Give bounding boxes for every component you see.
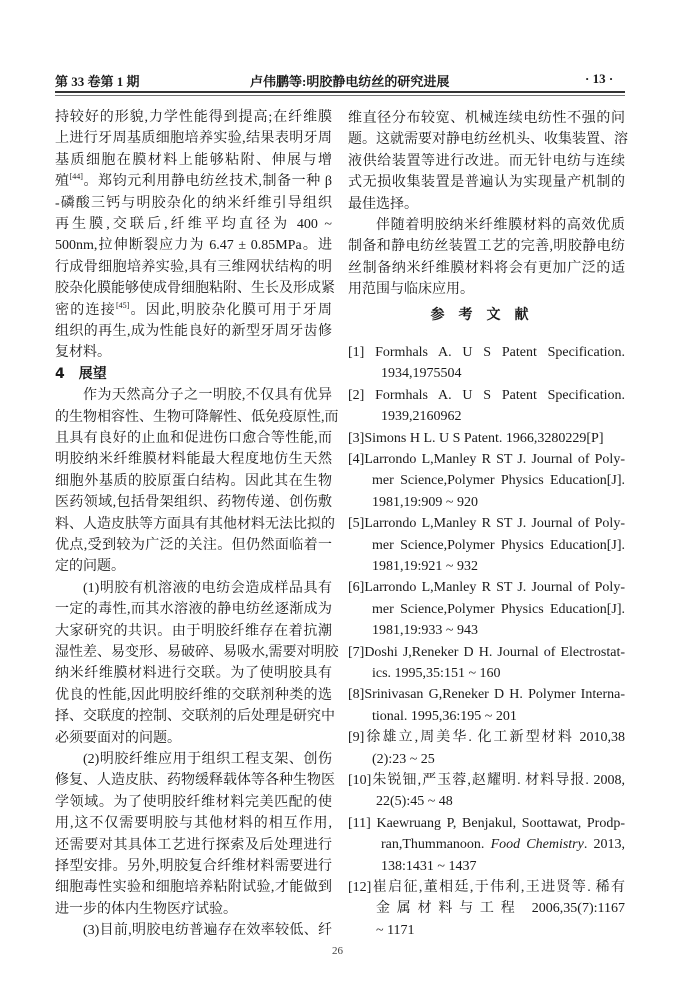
reference-line [372, 706, 625, 727]
text-run: (2):23 ~ 25 [372, 751, 435, 767]
text-run: 还需要对其具体工艺进行探索及后处理进行 [55, 837, 332, 853]
reference-line [376, 920, 625, 941]
text-run: 用范围与临床应用。 [348, 282, 474, 298]
text-run: 且具有良好的止血和促进伤口愈合等性能,而 [55, 431, 332, 446]
text-run: [3]Simons H L. U S Patent. 1966,3280229[P] [348, 430, 604, 446]
text-run: 定的问题。 [55, 559, 125, 575]
text-line [55, 235, 332, 256]
running-title: 卢伟鹏等:明胶静电纺丝的研究进展 [250, 74, 450, 89]
header-rule-thin [55, 95, 625, 96]
text-run: 一定的毒性,而其水溶液的静电纺丝逐渐成为 [55, 602, 332, 618]
reference-line [381, 363, 625, 384]
text-run: 制备和静电纺丝装置工艺的完善,明胶静电纺 [348, 239, 625, 255]
reference-line [348, 770, 625, 791]
text-run: ics. 1995,35:151 ~ 160 [372, 666, 501, 681]
reference-line [376, 791, 625, 812]
reference-line [381, 856, 625, 877]
text-run: 液供给装置等进行改进。而无针电纺与连续 [348, 153, 625, 169]
text-run: [7]Doshi J,Reneker D H. Journal of Electrostat- [348, 644, 625, 660]
text-run: 1981,19:909 ~ 920 [372, 494, 478, 510]
text-run: tional. 1995,36:195 ~ 201 [372, 708, 517, 724]
text-run: 进一步的体内生物医疗试验。 [55, 901, 237, 917]
text-run: 1981,19:921 ~ 932 [372, 559, 478, 574]
text-line [55, 471, 332, 492]
text-line [55, 107, 332, 128]
text-line [55, 835, 332, 856]
text-line [55, 407, 339, 428]
reference-line [372, 749, 625, 770]
text-run: [4]Larrondo L,Manley R ST J. Journal of Poly- [348, 452, 625, 467]
text-line [55, 813, 332, 834]
reference-line [372, 556, 625, 577]
text-line [348, 258, 625, 279]
text-line [55, 685, 332, 706]
reference-line [381, 406, 625, 427]
journal-name: Food Chemistry [490, 837, 584, 853]
text-line [55, 449, 332, 470]
text-run: [11] Kaewruang P, Benjakul, Soottawat, Prodp- [348, 815, 625, 831]
text-run: 。因此,明胶杂化膜可用于牙周 [129, 302, 333, 318]
reference-line [348, 577, 625, 598]
text-line [55, 492, 332, 513]
reference-line [376, 898, 625, 919]
text-line [55, 321, 332, 342]
text-run: 择型安排。另外,明胶复合纤维材料需要进行 [55, 859, 332, 874]
reference-line [348, 342, 625, 363]
text-line [55, 770, 335, 791]
text-run: 138:1431 ~ 1437 [381, 858, 477, 874]
text-run: 1934,1975504 [381, 366, 462, 382]
text-run: 湿性差、易变形、易破碎、易吸水,需要对明胶 [55, 645, 339, 660]
text-run: (3)目前,明胶电纺普遍存在效率较低、纤 [83, 923, 332, 939]
text-line [55, 193, 332, 214]
section-heading [55, 364, 332, 385]
text-run: 持较好的形貌,力学性能得到提高;在纤维膜 [55, 110, 332, 125]
text-line [55, 642, 339, 663]
citation-mark: [45] [115, 300, 130, 310]
text-line [348, 279, 625, 300]
text-run: 用,这不仅需要明胶与其他材料的相互作用, [55, 816, 332, 832]
text-run: -磷酸三钙与明胶杂化的纳米纤维引导组织 [55, 195, 332, 211]
text-line [348, 108, 625, 129]
text-run: 复材料。 [55, 345, 111, 361]
reference-line [381, 834, 625, 855]
text-line [55, 257, 332, 278]
reference-line [372, 535, 625, 556]
text-run: 修复、人造皮肤、药物缓释载体等各种生物医 [55, 773, 335, 789]
text-run: 作为天然高分子之一明胶,不仅具有优异 [83, 388, 332, 404]
page-number: 26 [332, 945, 343, 957]
text-line [55, 728, 332, 749]
page-label: · 13 · [585, 71, 614, 86]
reference-line [372, 620, 625, 641]
text-line [348, 129, 628, 150]
text-run: 再生膜,交联后,纤维平均直径为 400 ~ [55, 217, 332, 232]
reference-line [348, 449, 625, 470]
reference-line [348, 727, 625, 748]
citation-mark: [44] [69, 172, 83, 182]
text-run: 伴随着明胶纳米纤维膜材料的高效优质 [376, 218, 625, 233]
text-line [55, 663, 332, 684]
journal-issue: 第 33 卷第 1 期 [55, 74, 140, 89]
text-line [55, 856, 332, 877]
text-run: [1] Formhals A. U S Patent Specification. [348, 345, 625, 360]
text-run: 优良的性能,因此明胶纤维的交联剂种类的选 [55, 687, 332, 703]
text-run: mer Science,Polymer Physics Education[J]. [372, 537, 625, 553]
text-line [55, 128, 332, 149]
text-line [55, 899, 332, 920]
text-run: [8]Srinivasan G,Reneker D H. Polymer Interna- [348, 687, 625, 703]
text-line [55, 150, 332, 171]
reference-line [372, 492, 625, 513]
text-run: (2)明胶纤维应用于组织工程支架、创伤 [83, 752, 332, 767]
reference-line [348, 428, 625, 449]
text-line [55, 706, 335, 727]
text-line [55, 171, 332, 192]
reference-line [372, 599, 625, 620]
text-line [348, 215, 625, 236]
text-run: 1939,2160962 [381, 409, 462, 425]
text-line [55, 556, 332, 577]
text-line [55, 385, 332, 406]
references-heading: 参考文献 [430, 307, 543, 323]
text-line [55, 578, 332, 599]
text-run: 胶杂化膜能够使成骨细胞粘附、生长及形成紧 [55, 281, 335, 297]
text-run: 1981,19:933 ~ 943 [372, 623, 478, 639]
text-run: 学领域。为了使明胶纤维材料完美匹配的使 [55, 794, 332, 810]
text-run: [5]Larrondo L,Manley R ST J. Journal of Poly- [348, 516, 625, 532]
text-run: 优点,受到较为广泛的关注。但仍然面临着一 [55, 538, 332, 553]
header-rule [55, 91, 625, 93]
text-line [55, 877, 332, 898]
text-line [55, 278, 335, 299]
text-run: 丝制备纳米纤维膜材料将会有更加广泛的适 [348, 260, 625, 276]
reference-line [348, 684, 625, 705]
text-run: 医药领域,包括骨架组织、药物传递、创伤敷 [55, 495, 332, 511]
text-line [55, 621, 332, 642]
text-run: ran,Thummanoon. [381, 837, 491, 853]
text-run: 密的连接 [55, 302, 116, 318]
text-line [55, 342, 332, 363]
text-run: 4 展望 [55, 365, 107, 382]
text-run: ~ 1171 [376, 922, 415, 938]
text-run: 择、交联度的控制、交联剂的后处理是研究中 [55, 709, 335, 725]
reference-line [348, 385, 625, 406]
reference-line [372, 470, 625, 491]
text-run: 细胞毒性实验和细胞培养粘附试验,才能做到 [55, 880, 332, 896]
text-run: 维直径分布较宽、机械连续电纺性不强的问 [348, 111, 625, 126]
text-run: 纳米纤维膜材料进行交联。为了使明胶具有 [55, 666, 332, 682]
text-run: [2] Formhals A. U S Patent Specification. [348, 387, 625, 403]
reference-line [348, 877, 625, 898]
text-line [55, 535, 332, 556]
text-run: 基质细胞在膜材料上能够粘附、伸展与增 [55, 152, 332, 168]
text-line [348, 172, 625, 193]
text-run: . 2013, [583, 837, 625, 853]
text-run: [9]徐雄立,周美华. 化工新型材料 2010,38 [348, 730, 625, 746]
text-line [55, 792, 332, 813]
reference-line [348, 813, 625, 834]
text-run: 殖 [55, 174, 70, 190]
text-run: 。郑钧元利用静电纺丝技术,制备一种 β [82, 174, 332, 190]
text-run: 22(5):45 ~ 48 [376, 794, 453, 810]
text-run: [12]崔启征,董相廷,于伟利,王进贤等. 稀有 [348, 880, 625, 895]
text-line [348, 236, 625, 257]
text-line [55, 514, 335, 535]
text-line [55, 300, 332, 321]
text-line [55, 428, 332, 449]
text-run: 题。这就需要对静电纺丝机头、收集装置、溶 [348, 132, 628, 148]
text-run: [10]朱锐钿,严玉蓉,赵耀明. 材料导报. 2008, [348, 773, 625, 788]
text-run: mer Science,Polymer Physics Education[J]. [372, 473, 625, 489]
reference-line [348, 642, 625, 663]
text-run: 的生物相容性、生物可降解性、低免疫原性,而 [55, 409, 339, 425]
text-run: [6]Larrondo L,Manley R ST J. Journal of Poly- [348, 580, 625, 596]
reference-line [372, 663, 625, 684]
text-line [55, 749, 332, 770]
text-line [55, 599, 332, 620]
text-run: (1)明胶有机溶液的电纺会造成样品具有 [83, 580, 332, 596]
text-run: 明胶纳米纤维膜材料能最大程度地仿生天然 [55, 452, 332, 468]
text-run: 金属材料与工程 2006,35(7):1167 [376, 901, 625, 917]
text-run: mer Science,Polymer Physics Education[J]. [372, 601, 625, 617]
text-run: 细胞外基质的胶原蛋白结构。因此其在生物 [55, 473, 332, 489]
text-run: 必须要面对的问题。 [55, 730, 181, 746]
text-line [348, 151, 625, 172]
text-run: 500nm,拉伸断裂应力为 6.47 ± 0.85MPa。进 [55, 238, 332, 254]
text-run: 大家研究的共识。由于明胶纤维存在着抗潮 [55, 623, 332, 639]
text-run: 上进行牙周基质细胞培养实验,结果表明牙周 [55, 131, 332, 147]
text-line [348, 194, 625, 215]
text-run: 行成骨细胞培养实验,具有三维网状结构的明 [55, 259, 332, 275]
text-line [55, 214, 332, 235]
text-run: 料、人造皮肤等方面具有其他材料无法比拟的 [55, 516, 335, 532]
text-run: 组织的再生,成为性能良好的新型牙周牙齿修 [55, 324, 332, 339]
text-run: 最佳选择。 [348, 196, 418, 212]
text-line [55, 920, 332, 941]
reference-line [348, 513, 625, 534]
text-run: 式无损收集装置是普遍认为实现量产机制的 [348, 175, 625, 191]
